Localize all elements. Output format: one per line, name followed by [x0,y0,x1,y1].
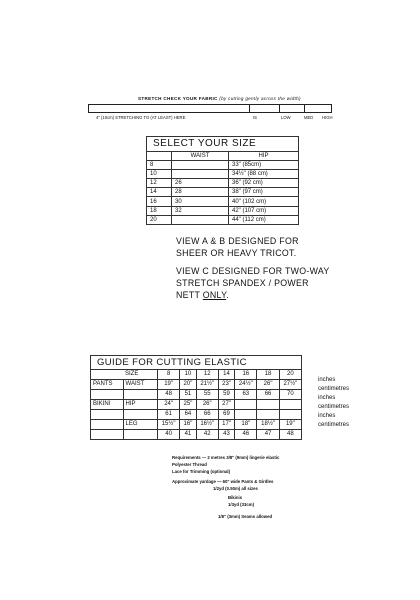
thread-note: Polyester Thread [172,462,207,467]
table-row [147,188,299,197]
value-cell: 46 [235,430,257,440]
value-cell: 66 [257,390,279,400]
size-table-title: SELECT YOUR SIZE [147,137,299,152]
bikinis-label: Bikinis [228,495,243,500]
size-col: 14 [218,370,234,380]
value-cell [235,400,257,410]
value-cell: 42 [196,430,218,440]
view-ab-line-2: SHEER OR HEAVY TRICOT. [176,248,297,258]
size-cell: 18 [147,206,172,215]
table-row [147,170,299,179]
stretch-check-title: STRETCH CHECK YOUR FABRIC (by cutting gently across the width) [138,96,301,101]
table-row [147,161,299,170]
table-row [91,400,302,410]
table-row [147,206,299,215]
value-cell: 48 [158,390,180,400]
value-cell: 18½" [257,420,279,430]
waist-cell: 28 [172,188,229,197]
view-c-line-1: VIEW C DESIGNED FOR TWO-WAY [176,266,330,276]
size-cell: 16 [147,197,172,206]
size-col: 18 [257,370,279,380]
table-row [91,380,302,390]
table-row [91,430,302,440]
table-row [147,197,299,206]
hip-cell: 42" (107 cm) [229,206,299,215]
view-c-line-3: NETT ONLY. [176,290,229,300]
value-cell: 69 [218,410,234,420]
size-table [146,136,299,225]
size-cell: 20 [147,215,172,224]
stretch-level-med: MED [304,115,314,120]
size-header [147,152,172,161]
lace-note: Lace for Trimming (optional) [172,469,231,474]
value-cell: 51 [180,390,196,400]
unit-label: inches [318,377,336,383]
size-col: 10 [180,370,196,380]
value-cell: 19" [279,420,301,430]
table-row [91,410,302,420]
unit-label: centimetres [318,422,350,428]
yardage-amount: 1/2yd (0.50m) all sizes [213,486,258,491]
stretch-level-high: HIGH [322,115,333,120]
size-col: 16 [235,370,257,380]
value-cell: 63 [235,390,257,400]
value-cell: 17" [218,420,234,430]
value-cell: 15½" [158,420,180,430]
hip-cell: 33" (85cm) [229,161,299,170]
size-cell: 8 [147,161,172,170]
value-cell: 19" [158,380,180,390]
leg-label: LEG [123,420,158,430]
stretch-gauge-note: 4" (10cm) STRETCHING TO (AT LEAST) HERE [96,115,186,120]
unit-label: inches [318,413,336,419]
value-cell: 59 [218,390,234,400]
unit-label: centimetres [318,386,350,392]
value-cell: 55 [196,390,218,400]
value-cell: 16½" [196,420,218,430]
size-cell: 14 [147,188,172,197]
value-cell [257,410,279,420]
size-cell: 10 [147,170,172,179]
table-row [91,370,302,380]
value-cell: 24" [158,400,180,410]
value-cell: 43 [218,430,234,440]
value-cell: 61 [158,410,180,420]
elastic-table-title: GUIDE FOR CUTTING ELASTIC [91,356,302,370]
value-cell: 48 [279,430,301,440]
waist-cell: 30 [172,197,229,206]
value-cell: 20" [180,380,196,390]
waist-label: WAIST [123,380,158,390]
stretch-level-is: IS [253,115,257,120]
size-col: 12 [196,370,218,380]
stretch-gauge [88,104,332,113]
hip-cell: 38" (97 cm) [229,188,299,197]
stretch-level-low: LOW [281,115,291,120]
value-cell: 16" [180,420,196,430]
value-cell [279,400,301,410]
hip-cell: 34½" (88 cm) [229,170,299,179]
value-cell [257,400,279,410]
waist-cell [172,215,229,224]
waist-cell: 26 [172,179,229,188]
waist-header: WAIST [172,152,229,161]
value-cell: 27" [218,400,234,410]
value-cell: 25" [180,400,196,410]
size-cell: 12 [147,179,172,188]
value-cell: 21½" [196,380,218,390]
value-cell: 26" [196,400,218,410]
size-col: 8 [158,370,180,380]
unit-label: inches [318,395,336,401]
view-ab-line-1: VIEW A & B DESIGNED FOR [176,236,299,246]
value-cell: 24½" [235,380,257,390]
waist-cell [172,161,229,170]
bikini-label: BIKINI [91,400,124,410]
table-row [91,420,302,430]
value-cell [279,410,301,420]
size-col: 20 [279,370,301,380]
pants-label: PANTS [91,380,124,390]
value-cell: 40 [158,430,180,440]
hip-cell: 40" (102 cm) [229,197,299,206]
table-row [91,390,302,400]
yardage-note: Approximate yardage — 60" wide Pants & Girdles [172,479,274,484]
hip-cell: 36" (92 cm) [229,179,299,188]
value-cell: 66 [196,410,218,420]
unit-label: centimetres [318,404,350,410]
value-cell: 26" [257,380,279,390]
hip-cell: 44" (112 cm) [229,215,299,224]
value-cell: 47 [257,430,279,440]
seams-note: 1/8" (3mm) Seams allowed [218,514,273,519]
value-cell: 41 [180,430,196,440]
value-cell: 18" [235,420,257,430]
value-cell [235,410,257,420]
waist-cell: 32 [172,206,229,215]
view-c-line-2: STRETCH SPANDEX / POWER [176,278,309,288]
hip-header: HIP [229,152,299,161]
table-row [147,179,299,188]
waist-cell [172,170,229,179]
size-label: SIZE [123,370,158,380]
elastic-table [90,355,302,440]
value-cell: 27½" [279,380,301,390]
hip-label: HIP [123,400,158,410]
value-cell: 23" [218,380,234,390]
value-cell: 64 [180,410,196,420]
requirements-note: Requirements — 2 metres 3/8" (9mm) lingerie elastic [172,455,280,460]
value-cell: 70 [279,390,301,400]
table-row [147,215,299,224]
bikinis-amount: 1/3yd (33cm) [228,502,255,507]
